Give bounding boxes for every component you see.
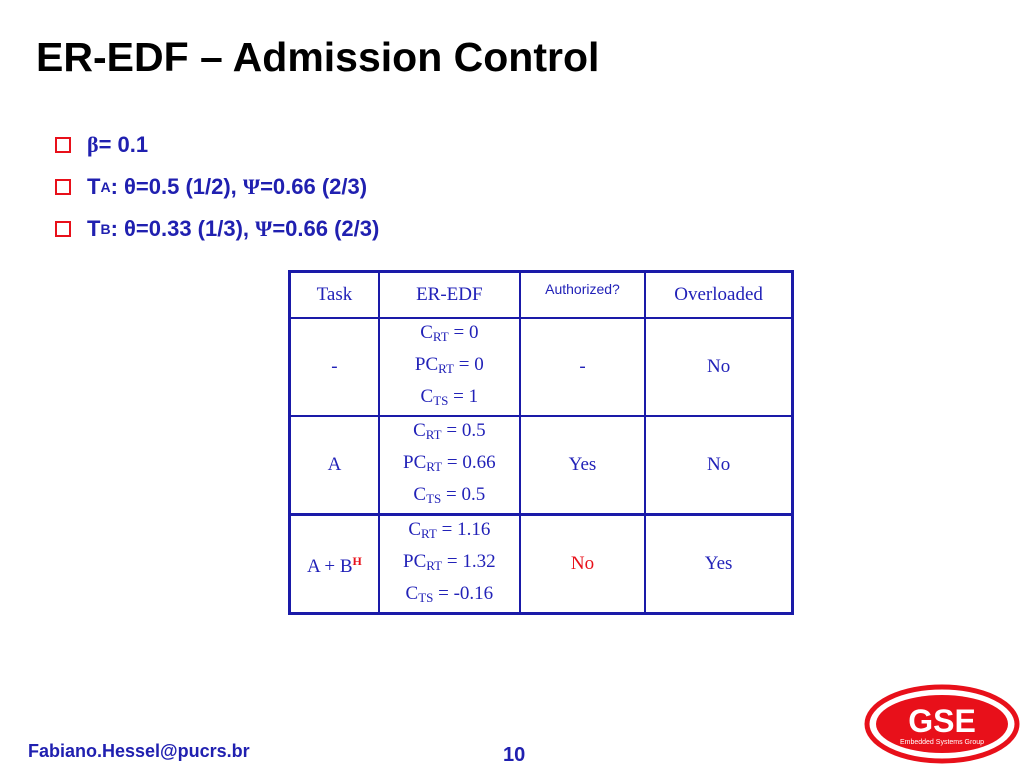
slide-title: ER-EDF – Admission Control [36, 34, 600, 80]
header-task: Task [290, 272, 379, 319]
er-edf-line: CRT = 0.5 [413, 420, 486, 442]
er-edf-line: CTS = 1 [420, 386, 479, 408]
logo-name: GSE [908, 703, 976, 739]
table-header-row [290, 272, 793, 319]
cell-er-edf [379, 318, 520, 416]
bullet-task-b [55, 208, 379, 250]
square-bullet-icon [55, 179, 71, 195]
theta-text: : θ=0.5 (1/2), [110, 174, 243, 199]
table-row [290, 416, 793, 515]
cell-er-edf [379, 515, 520, 614]
task-letter: T [87, 174, 101, 199]
er-edf-line: PCRT = 1.32 [403, 551, 496, 573]
logo-caption: Embedded Systems Group [899, 739, 985, 746]
psi-symbol: Ψ [242, 174, 261, 199]
er-edf-line: PCRT = 0.66 [403, 452, 496, 474]
page-number: 10 [503, 744, 526, 766]
er-edf-line: CTS = -0.16 [405, 583, 494, 605]
psi-symbol: Ψ [255, 216, 273, 241]
psi-value: =0.66 (2/3) [272, 216, 380, 241]
header-er-edf: ER-EDF [379, 272, 520, 319]
cell-authorized: No [520, 515, 645, 614]
table-row [290, 318, 793, 416]
bullet-task-a [55, 166, 379, 208]
cell-overloaded: No [645, 416, 792, 515]
er-edf-line: CTS = 0.5 [413, 484, 486, 506]
admission-table [288, 270, 794, 615]
cell-overloaded: No [645, 318, 792, 416]
psi-value: =0.66 (2/3) [260, 174, 368, 199]
table-row [290, 515, 793, 614]
square-bullet-icon [55, 221, 71, 237]
cell-task: A [290, 416, 379, 515]
er-edf-line: CRT = 1.16 [408, 519, 491, 541]
bullet-beta [55, 124, 379, 166]
task-letter: T [87, 216, 101, 241]
task-superscript: H [352, 554, 362, 568]
square-bullet-icon [55, 137, 71, 153]
beta-symbol: β [87, 132, 99, 157]
gse-logo [864, 684, 1020, 764]
header-overloaded: Overloaded [645, 272, 792, 319]
bullet-list [55, 124, 379, 250]
footer-email: Fabiano.Hessel@pucrs.br [28, 741, 250, 761]
er-edf-line: PCRT = 0 [414, 354, 484, 376]
cell-authorized: Yes [520, 416, 645, 515]
cell-task: $A + B^H$ [290, 515, 379, 614]
cell-overloaded: Yes [645, 515, 792, 614]
beta-value: = 0.1 [98, 132, 149, 157]
er-edf-line: CRT = 0 [420, 322, 479, 344]
cell-task: - [290, 318, 379, 416]
cell-authorized: - [520, 318, 645, 416]
task-subscript: B [100, 221, 111, 237]
theta-text: : θ=0.33 (1/3), [110, 216, 256, 241]
cell-er-edf [379, 416, 520, 515]
header-authorized: Authorized? [520, 272, 645, 319]
task-subscript: A [100, 179, 111, 195]
